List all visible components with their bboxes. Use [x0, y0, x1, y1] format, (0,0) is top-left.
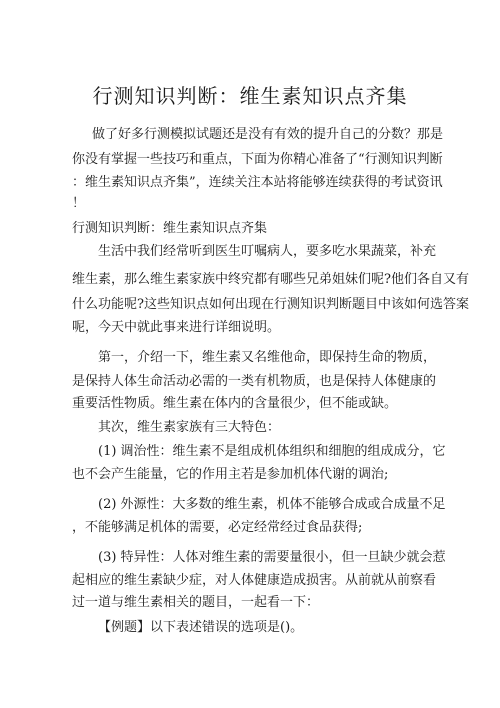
intro-line-2: 你没有掌握一些技巧和重点，下面为你精心准备了“行测知识判断	[72, 152, 443, 167]
item2-line-1: (2) 外源性：大多数的维生素，机体不能够合成或合成量不足	[98, 497, 446, 512]
item3-line-1: (3) 特异性：人体对维生素的需要量很小，但一旦缺少就会惹	[98, 550, 446, 565]
item1-line-1: (1) 调治性：维生素不是组成机体组织和细胞的组成成分，它	[98, 444, 446, 459]
para1-line-1: 生活中我们经常听到医生叮嘱病人，要多吃水果蔬菜，补充	[98, 244, 437, 259]
document-title: 行测知识判断：维生素知识点齐集	[92, 84, 408, 108]
item3-line-2: 起相应的维生素缺少症，对人体健康造成损害。从前就从前察看	[72, 573, 437, 588]
example-question: 【例题】以下表述错误的选项是()。	[98, 620, 304, 635]
intro-line-1: 做了好多行测模拟试题还是没有有效的提升自己的分数？那是	[92, 127, 444, 142]
para1-line-2: 维生素，那么维生素家族中终究都有哪些兄弟姐妹们呢?他们各自又有	[72, 272, 469, 287]
item1-line-2: 也不会产生能量，它的作用主若是参加机体代谢的调治;	[72, 467, 389, 482]
intro-line-3: ：维生素知识点齐集”，连续关注本站将能够连续获得的考试资讯	[72, 175, 443, 190]
intro-line-4: ！	[72, 196, 86, 211]
para2-line-3: 重要活性物质。维生素在体内的含量很少，但不能或缺。	[72, 396, 398, 411]
para1-line-4: 呢，今天中就此事来进行详细说明。	[72, 320, 281, 335]
para2-line-1: 第一，介绍一下，维生素又名维他命，即保持生命的物质，	[98, 350, 437, 365]
para2-line-2: 是保持人体生命活动必需的一类有机物质，也是保持人体健康的	[72, 374, 437, 389]
item3-line-3: 过一道与维生素相关的题目，一起看一下：	[72, 595, 320, 610]
para1-line-3: 什么功能呢?这些知识点如何出现在行测知识判断题目中该如何选答案	[72, 297, 469, 312]
subtitle: 行测知识判断：维生素知识点齐集	[72, 221, 268, 236]
para3: 其次，维生素家族有三大特色：	[98, 420, 281, 435]
item2-line-2: ，不能够满足机体的需要，必定经常经过食品获得;	[72, 520, 363, 535]
